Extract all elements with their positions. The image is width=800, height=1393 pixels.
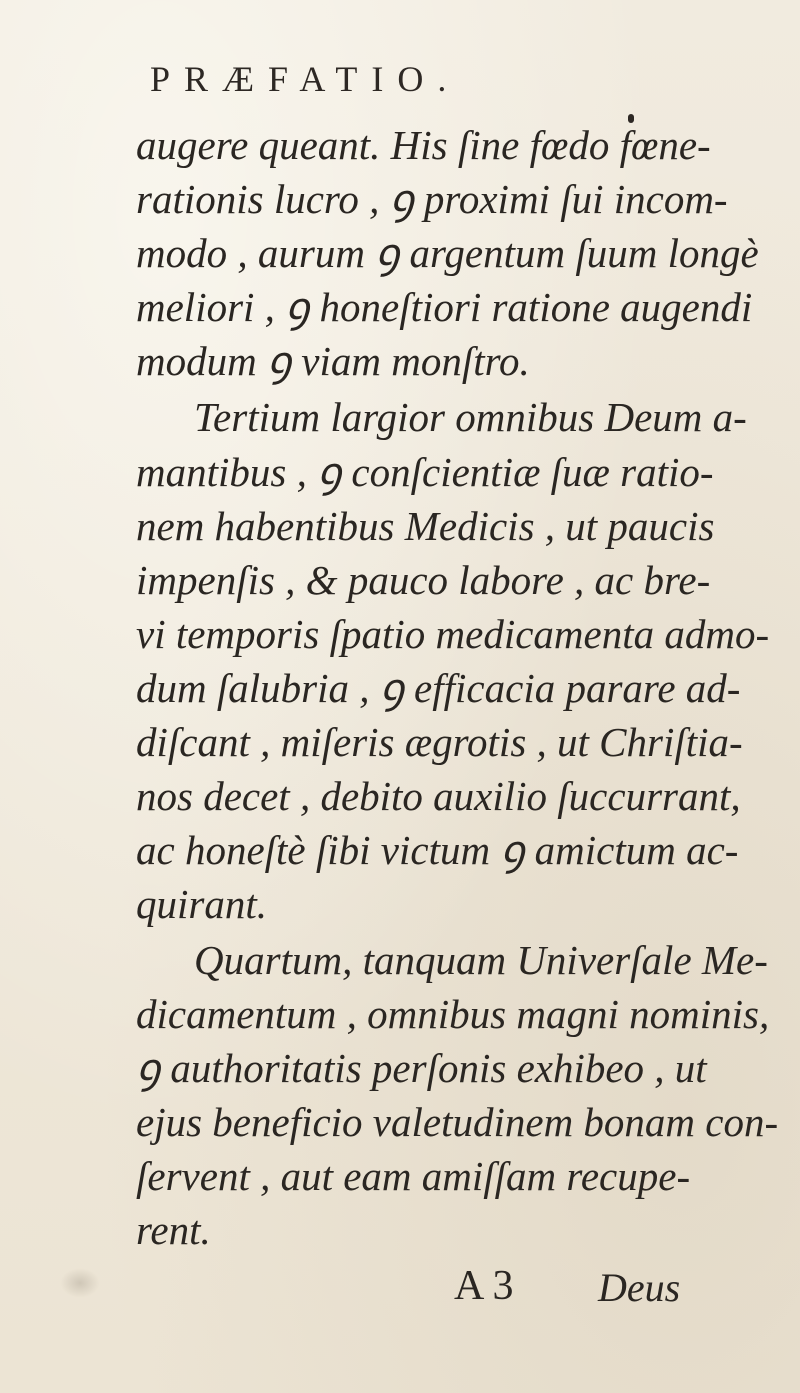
- running-header: [150, 58, 600, 100]
- paper-smudge: [60, 1268, 100, 1298]
- text-line: ſervent , aut eam amiſſam recupe-: [136, 1153, 691, 1199]
- text-line: modo , aurum ꝯ argentum ſuum longè: [136, 230, 759, 276]
- text-line: Tertium largior omnibus Deum a-: [194, 394, 747, 440]
- signature-mark: A 3: [454, 1263, 514, 1309]
- text-line: nem habentibus Medicis , ut paucis: [136, 503, 715, 549]
- text-line: Quartum, tanquam Univerſale Me-: [194, 937, 768, 983]
- text-line: meliori , ꝯ honeſtiori ratione augendi: [136, 284, 753, 330]
- text-line: quirant.: [136, 881, 267, 927]
- text-line: dum ſalubria , ꝯ efficacia parare ad-: [136, 665, 741, 711]
- text-line: dicamentum , omnibus magni nominis,: [136, 991, 770, 1037]
- catchword: Deus: [598, 1265, 681, 1310]
- text-line: rationis lucro , ꝯ proximi ſui incom-: [136, 176, 728, 222]
- text-line: vi temporis ſpatio medicamenta admo-: [136, 611, 770, 657]
- text-line: impenſis , & pauco labore , ac bre-: [136, 557, 711, 603]
- text-line: modum ꝯ viam monſtro.: [136, 338, 530, 384]
- text-line: rent.: [136, 1207, 211, 1253]
- text-line: mantibus , ꝯ conſcientiæ ſuæ ratio-: [136, 449, 714, 495]
- text-line: ac honeſtè ſibi victum ꝯ amictum ac-: [136, 827, 739, 873]
- text-line: ejus beneficio valetudinem bonam con-: [136, 1099, 779, 1145]
- text-line: diſcant , miſeris ægrotis , ut Chriſtia-: [136, 719, 743, 765]
- running-title: PRÆFATIO.: [150, 59, 461, 99]
- text-line: nos decet , debito auxilio ſuccurrant,: [136, 773, 741, 819]
- text-line: ꝯ authoritatis perſonis exhibeo , ut: [136, 1045, 707, 1091]
- text-line: augere queant. His ſine fœdo fœne-: [136, 122, 711, 168]
